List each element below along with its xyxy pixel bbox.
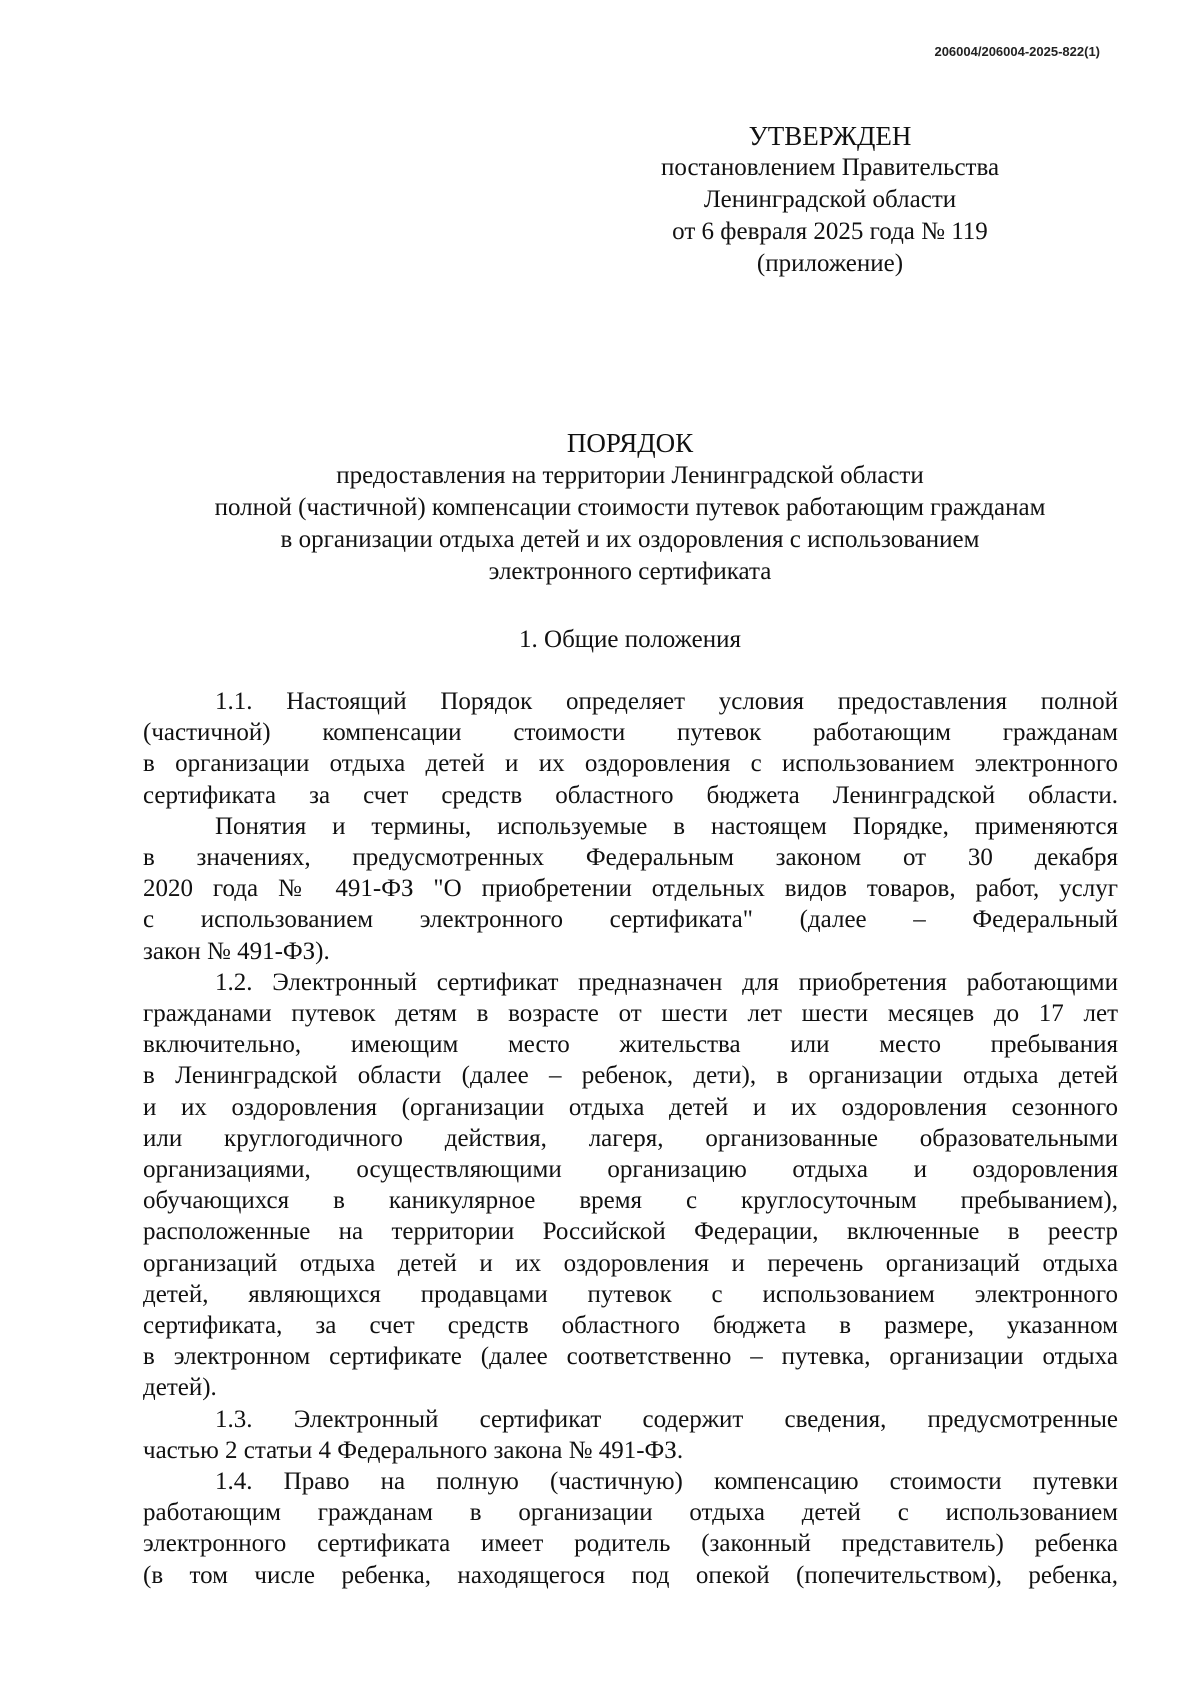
document-body [143,686,1118,1591]
paragraph-line: 1.4. Право на полную (частичную) компенсацию стоимости путевки [215,1468,1118,1496]
paragraph [143,1404,1118,1466]
document-title-block [140,427,1120,588]
document-title: ПОРЯДОК [566,428,694,458]
paragraph-line: расположенные на территории Российской Федерации, включенные в реестр [143,1218,1118,1246]
approval-line-2: Ленинградской области [703,186,957,213]
paragraph-line: организаций отдыха детей и их оздоровления и перечень организаций отдыха [143,1249,1118,1277]
paragraph-line: электронного сертификата имеет родитель (законный представитель) ребенка [143,1530,1118,1558]
approval-stamp [640,120,1020,280]
paragraph-line: закон № 491-ФЗ). [143,937,330,965]
document-subtitle-line-2: полной (частичной) компенсации стоимости путевок работающим гражданам [214,494,1046,521]
paragraph [143,1466,1118,1591]
paragraph-line: с использованием электронного сертификата" (далее – Федеральный [143,906,1118,934]
paragraph-line: детей, являющихся продавцами путевок с использованием электронного [143,1280,1118,1308]
approval-note: (приложение) [756,250,904,277]
paragraph-line: в электронном сертификате (далее соответственно – путевка, организации отдыха [143,1343,1118,1371]
paragraph-line: сертификата, за счет средств областного бюджета в размере, указанном [143,1312,1118,1340]
paragraph-line: включительно, имеющим место жительства или место пребывания [143,1031,1118,1059]
paragraph-line: организациями, осуществляющими организацию отдыха и оздоровления [143,1156,1118,1184]
paragraph-line: в Ленинградской области (далее – ребенок, дети), в организации отдыха детей [143,1062,1118,1090]
document-subtitle-line-4: электронного сертификата [488,558,772,585]
paragraph-line: (в том числе ребенка, находящегося под опекой (попечительством), ребенка, [143,1561,1118,1589]
paragraph-line: (частичной) компенсации стоимости путевок работающим гражданам [143,719,1118,747]
paragraph [143,967,1118,1404]
paragraph-line: 1.3. Электронный сертификат содержит сведения, предусмотренные [215,1405,1118,1433]
paragraph-line: или круглогодичного действия, лагеря, организованные образовательными [143,1124,1118,1152]
paragraph-line: и их оздоровления (организации отдыха детей и их оздоровления сезонного [143,1093,1118,1121]
paragraph-line: в значениях, предусмотренных Федеральным законом от 30 декабря [143,844,1118,872]
paragraph-line: частью 2 статьи 4 Федерального закона № 491-ФЗ. [143,1436,684,1464]
paragraph-line: сертификата за счет средств областного бюджета Ленинградской области. [143,781,1118,809]
paragraph-line: Понятия и термины, используемые в настоящем Порядке, применяются [215,812,1118,840]
approval-line-1: постановлением Правительства [660,154,1000,181]
document-subtitle-line-3: в организации отдыха детей и их оздоровления с использованием [280,526,980,553]
section-heading: 1. Общие положения [519,626,741,653]
paragraph-line: работающим гражданам в организации отдыха детей с использованием [143,1499,1118,1527]
document-subtitle-line-1: предоставления на территории Ленинградской области [336,462,924,489]
paragraph-line: детей). [143,1374,217,1402]
document-id: 206004/206004-2025-822(1) [934,44,1100,59]
paragraph-line: в организации отдыха детей и их оздоровления с использованием электронного [143,750,1118,778]
paragraph-line: 1.1. Настоящий Порядок определяет условия предоставления полной [215,688,1118,715]
paragraph-line: 2020 года № 491-ФЗ "О приобретении отдельных видов товаров, работ, услуг [143,875,1118,903]
paragraph [143,686,1118,811]
paragraph-line: гражданами путевок детям в возрасте от шести лет шести месяцев до 17 лет [143,1000,1118,1028]
paragraph [143,811,1118,967]
approval-title: УТВЕРЖДЕН [748,121,912,151]
paragraph-line: 1.2. Электронный сертификат предназначен для приобретения работающими [215,968,1118,996]
approval-date: от 6 февраля 2025 года № 119 [672,218,988,245]
paragraph-line: обучающихся в каникулярное время с круглосуточным пребыванием), [143,1187,1118,1215]
